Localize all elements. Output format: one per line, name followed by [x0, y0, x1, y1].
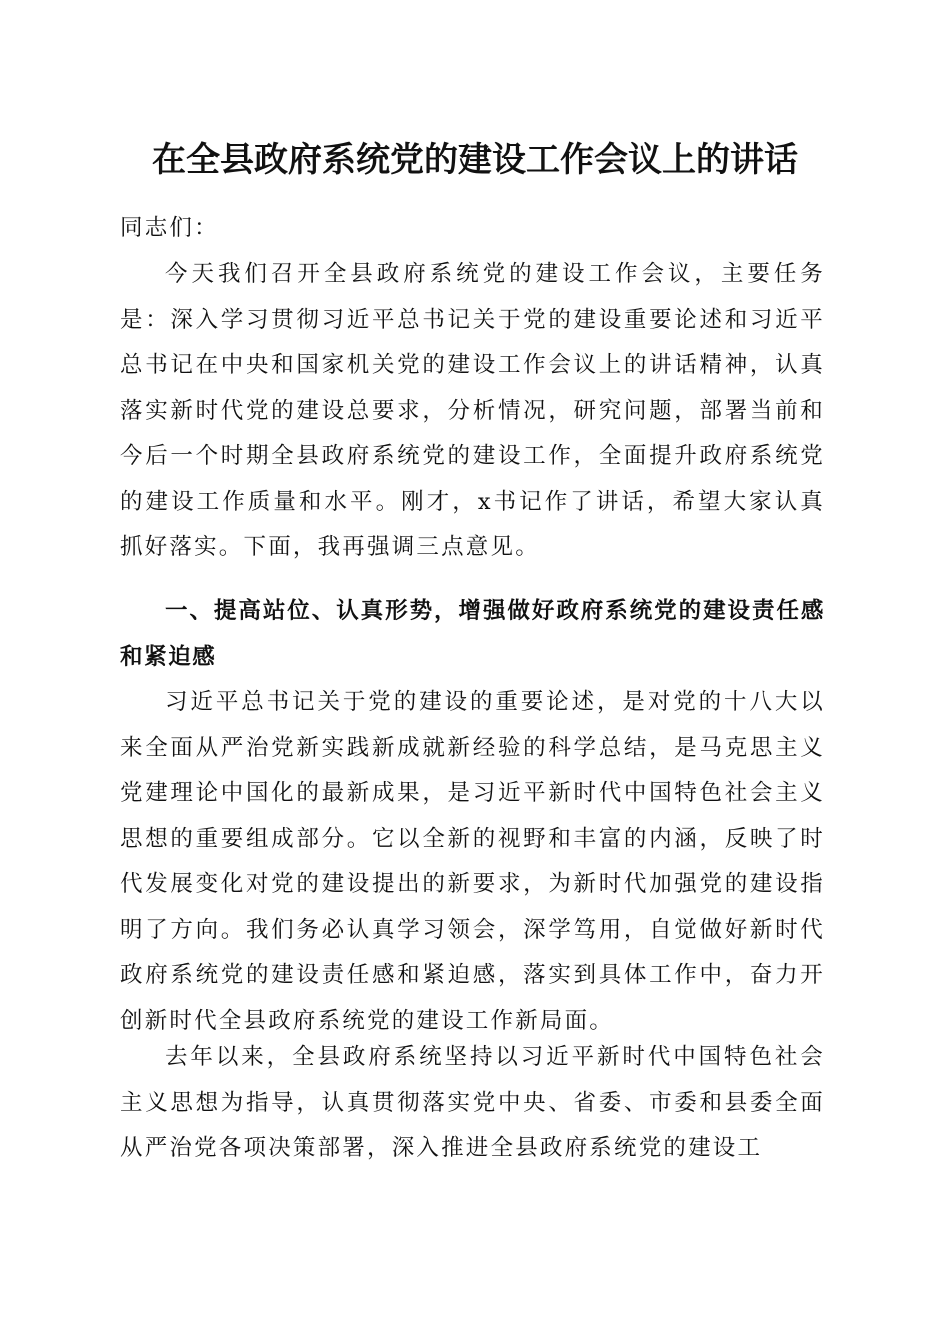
section-heading-one: 一、提高站位、认真形势，增强做好政府系统党的建设责任感和紧迫感 [120, 598, 825, 670]
paragraph-intro: 今天我们召开全县政府系统党的建设工作会议，主要任务是：深入学习贯彻习近平总书记关于党的建设重要论述和习近平总书记在中央和国家机关党的建设工作会议上的讲话精神，认真落实新时代党的建设总要求，分析情况，研究问题，部署当前和今后一个时期全县政府系统党的建设工作，全面提升政府系统党的建设工作质量和水平。刚才，x书记作了讲话，希望大家认真抓好落实。下面，我再强调三点意见。 [120, 261, 825, 560]
document-title: 在全县政府系统党的建设工作会议上的讲话 [152, 140, 798, 180]
paragraph-section-one-1: 习近平总书记关于党的建设的重要论述，是对党的十八大以来全面从严治党新实践新成就新经验的科学总结，是马克思主义党建理论中国化的最新成果，是习近平新时代中国特色社会主义思想的重要组成部分。它以全新的视野和丰富的内涵，反映了时代发展变化对党的建设提出的新要求，为新时代加强党的建设指明了方向。我们务必认真学习领会，深学笃用，自觉做好新时代政府系统党的建设责任感和紧迫感，落实到具体工作中，奋力开创新时代全县政府系统党的建设工作新局面。 [120, 689, 825, 1034]
salutation: 同志们： [120, 215, 219, 241]
paragraph-section-one-2: 去年以来，全县政府系统坚持以习近平新时代中国特色社会主义思想为指导，认真贯彻落实党中央、省委、市委和县委全面从严治党各项决策部署，深入推进全县政府系统党的建设工 [120, 1044, 825, 1161]
